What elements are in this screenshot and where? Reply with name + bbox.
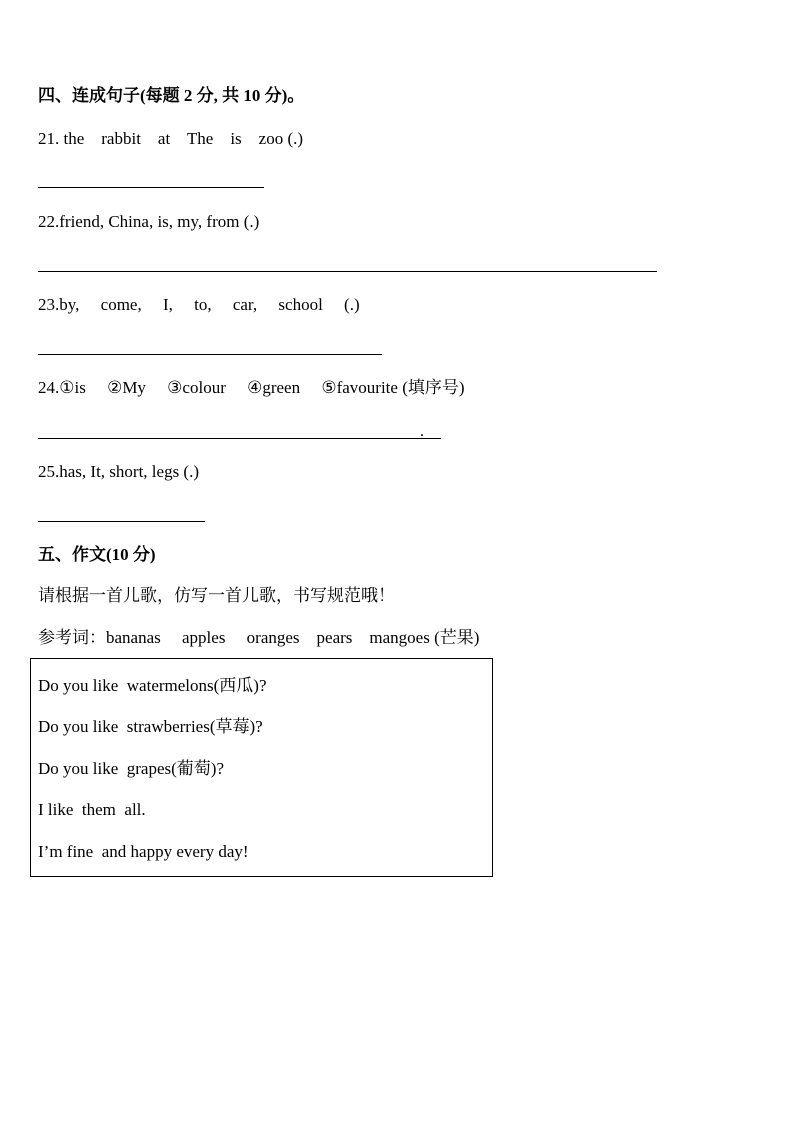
answer-line-21 [38, 187, 264, 188]
poem-line-4: I like them all. [38, 800, 146, 819]
section-4-heading: 四、连成句子(每题 2 分, 共 10 分)。 [38, 86, 305, 105]
answer-line-25 [38, 521, 205, 522]
section-5-heading: 五、作文(10 分) [38, 545, 156, 564]
answer-line-23 [38, 354, 382, 355]
question-22: 22.friend, China, is, my, from (.) [38, 212, 260, 231]
question-23: 23.by, come, I, to, car, school (.) [38, 295, 360, 314]
answer-line-24-period: . [420, 423, 424, 440]
answer-line-22 [38, 271, 657, 272]
answer-line-24 [38, 438, 441, 439]
question-21: 21. the rabbit at The is zoo (.) [38, 129, 304, 148]
poem-line-2: Do you like strawberries(草莓)? [38, 717, 263, 736]
question-25: 25.has, It, short, legs (.) [38, 462, 200, 481]
poem-line-1: Do you like watermelons(西瓜)? [38, 676, 267, 695]
question-24: 24.①is ②My ③colour ④green ⑤favourite (填序号) [38, 378, 465, 397]
writing-instruction: 请根据一首儿歌，仿写一首儿歌，书写规范哦！ [38, 586, 395, 605]
sample-poem-box [30, 658, 493, 877]
poem-line-3: Do you like grapes(葡萄)? [38, 759, 225, 778]
reference-words: 参考词：bananas apples oranges pears mangoes (芒果) [38, 628, 480, 647]
poem-line-5: I’m fine and happy every day! [38, 842, 249, 861]
